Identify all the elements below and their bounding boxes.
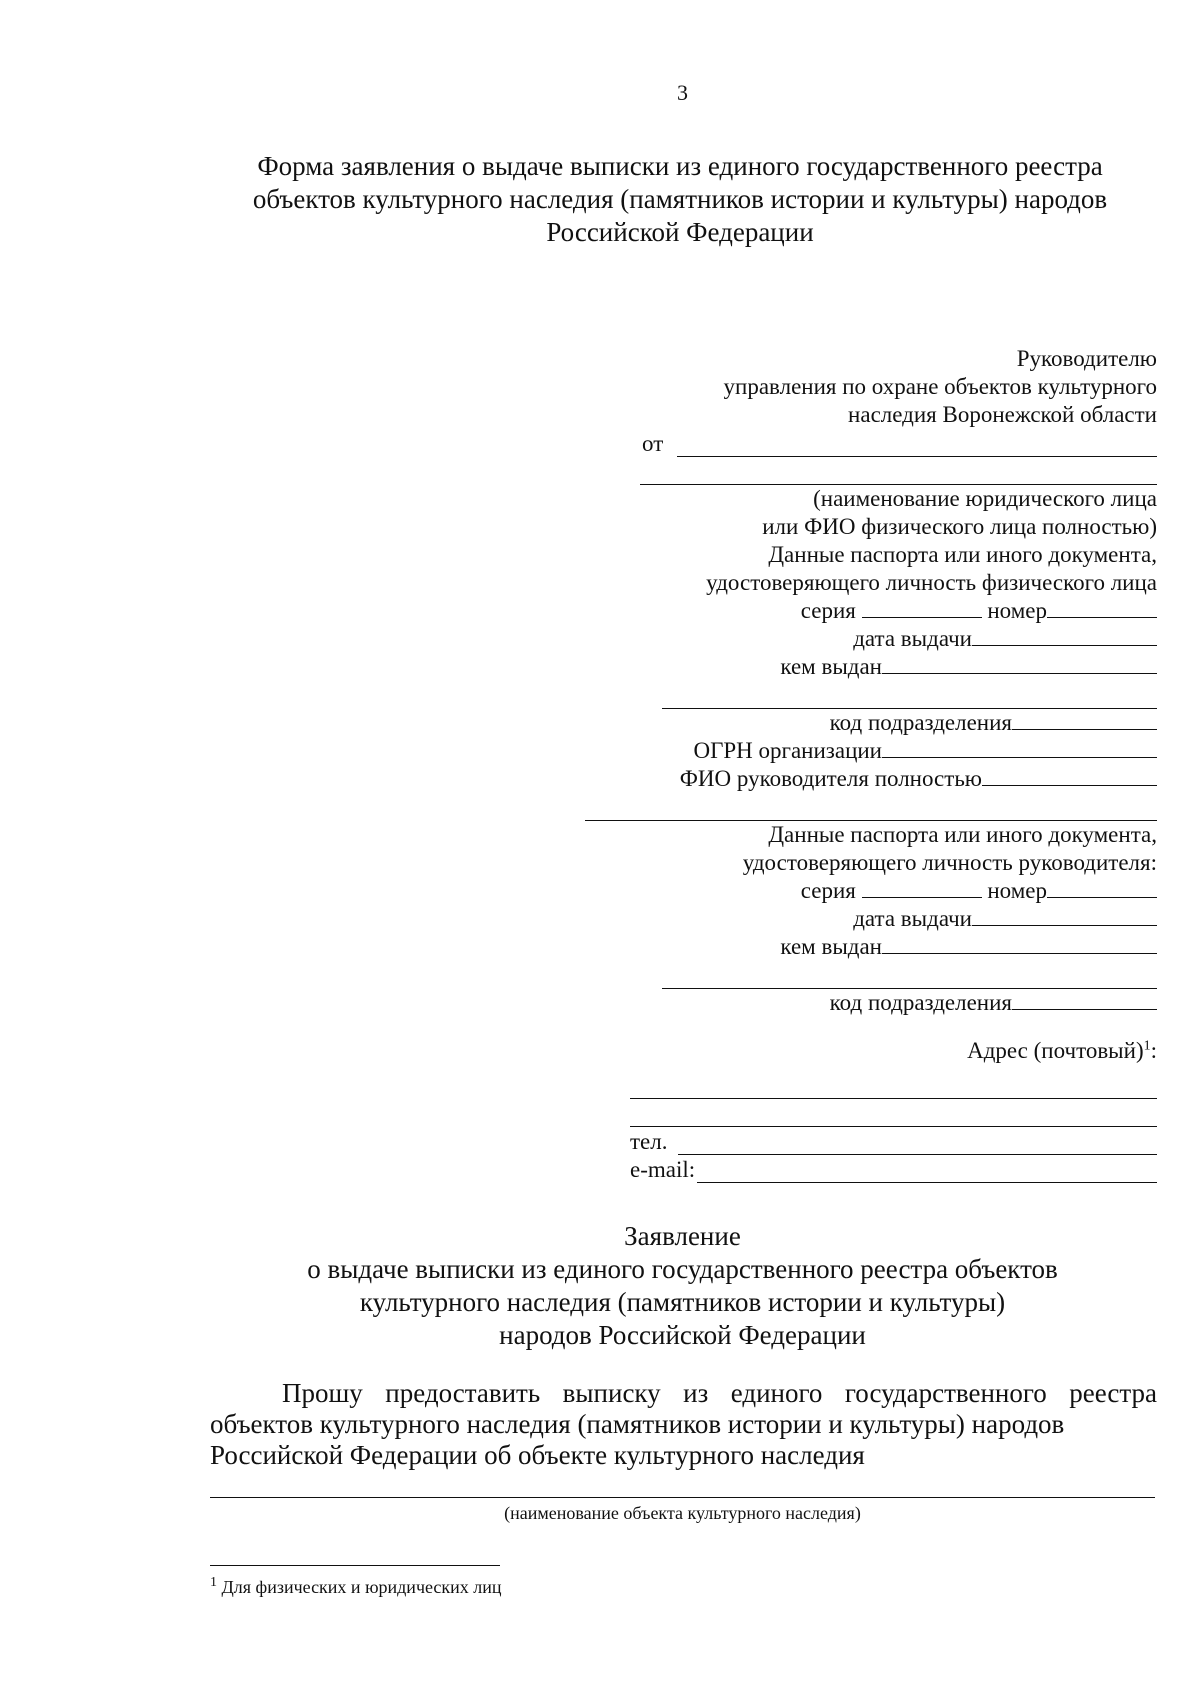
passport-heading: удостоверяющего личность физического лица	[706, 570, 1157, 595]
from-label: от	[642, 431, 664, 456]
from-field[interactable]	[630, 429, 1157, 457]
ogrn-blank[interactable]	[882, 737, 1157, 758]
body-line: Прошу предоставить выписку из единого государственного реестра	[282, 1378, 1157, 1408]
series-number-field[interactable]	[630, 597, 1157, 625]
footnote-marker: 1	[210, 1575, 217, 1590]
form-title	[215, 150, 1145, 249]
head-passport-heading: удостоверяющего личность руководителя:	[742, 850, 1157, 875]
series-label: серия	[800, 878, 856, 903]
number-label: номер	[987, 878, 1047, 903]
issued-by-blank[interactable]	[882, 653, 1157, 674]
passport-heading: Данные паспорта или иного документа,	[768, 542, 1157, 567]
number-blank[interactable]	[1047, 597, 1157, 618]
body-line: объектов культурного наследия (памятников истории и культуры) народов	[210, 1409, 1065, 1439]
dept-code-field[interactable]	[630, 709, 1157, 737]
head-passport-heading: Данные паспорта или иного документа,	[768, 822, 1157, 847]
footnote	[210, 1577, 502, 1598]
issue-date-field[interactable]	[630, 625, 1157, 653]
address-label: Адрес (почтовый)	[967, 1038, 1144, 1063]
phone-field[interactable]	[630, 1127, 1157, 1155]
name-caption: (наименование юридического лица	[813, 486, 1157, 511]
page-number: 3	[677, 80, 688, 105]
form-title-line: объектов культурного наследия (памятников истории и культуры) народов	[252, 184, 1108, 214]
address-blank-1[interactable]	[630, 1071, 1157, 1099]
dept-code-label: код подразделения	[829, 710, 1012, 735]
object-name-blank[interactable]	[210, 1497, 1155, 1498]
from-blank-2[interactable]	[630, 457, 1157, 485]
application-heading: Заявление	[624, 1221, 741, 1251]
issue-date-label: дата выдачи	[853, 626, 972, 651]
head-issued-by-field[interactable]	[630, 933, 1157, 961]
addressee-block	[630, 345, 1157, 1183]
application-heading-block	[0, 1220, 1200, 1352]
phone-blank[interactable]	[678, 1134, 1158, 1155]
dept-code-label: код подразделения	[829, 990, 1012, 1015]
issued-by-label: кем выдан	[780, 654, 882, 679]
body-line: Российской Федерации об объекте культурного наследия	[210, 1440, 865, 1470]
number-blank[interactable]	[1047, 877, 1157, 898]
head-name-label: ФИО руководителя полностью	[679, 766, 982, 791]
issued-by-label: кем выдан	[780, 934, 882, 959]
head-series-number-field[interactable]	[630, 877, 1157, 905]
object-name-caption: (наименование объекта культурного наследия)	[504, 1503, 861, 1523]
email-blank[interactable]	[697, 1162, 1157, 1183]
email-label: e-mail:	[630, 1157, 696, 1182]
footnote-ref: 1	[1143, 1038, 1151, 1054]
addressee-line: Руководителю	[1016, 346, 1157, 371]
application-subheading: о выдаче выписки из единого государственного реестра объектов	[307, 1254, 1058, 1284]
dept-code-blank[interactable]	[1012, 709, 1157, 730]
series-blank[interactable]	[862, 597, 982, 618]
form-title-line: Российской Федерации	[546, 217, 814, 247]
address-colon: :	[1150, 1038, 1157, 1063]
head-name-field[interactable]	[630, 765, 1157, 793]
dept-code-blank[interactable]	[1012, 989, 1157, 1010]
application-subheading: культурного наследия (памятников истории и культуры)	[359, 1287, 1006, 1317]
issued-by-blank[interactable]	[882, 933, 1157, 954]
ogrn-label: ОГРН организации	[693, 738, 882, 763]
head-issued-by-blank-2[interactable]	[630, 961, 1157, 989]
head-name-blank[interactable]	[982, 765, 1157, 786]
footnote-separator	[210, 1565, 500, 1566]
address-blank-2[interactable]	[630, 1099, 1157, 1127]
addressee-line: управления по охране объектов культурного	[723, 374, 1157, 399]
series-blank[interactable]	[862, 877, 982, 898]
footnote-text: Для физических и юридических лиц	[221, 1577, 502, 1597]
addressee-line: наследия Воронежской области	[848, 402, 1157, 427]
series-label: серия	[800, 598, 856, 623]
email-field[interactable]	[630, 1155, 1157, 1183]
issued-by-field[interactable]	[630, 653, 1157, 681]
issue-date-blank[interactable]	[972, 625, 1157, 646]
application-body	[210, 1378, 1157, 1471]
issued-by-blank-2[interactable]	[630, 681, 1157, 709]
phone-label: тел.	[630, 1129, 668, 1154]
number-label: номер	[987, 598, 1047, 623]
from-blank[interactable]	[677, 436, 1157, 457]
name-caption: или ФИО физического лица полностью)	[762, 514, 1157, 539]
issue-date-blank[interactable]	[972, 905, 1157, 926]
address-label-row	[630, 1037, 1157, 1065]
head-dept-code-field[interactable]	[630, 989, 1157, 1017]
head-issue-date-field[interactable]	[630, 905, 1157, 933]
issue-date-label: дата выдачи	[853, 906, 972, 931]
form-title-line: Форма заявления о выдаче выписки из единого государственного реестра	[257, 151, 1103, 181]
application-subheading: народов Российской Федерации	[499, 1320, 866, 1350]
ogrn-field[interactable]	[630, 737, 1157, 765]
head-name-blank-2[interactable]	[585, 793, 1157, 821]
